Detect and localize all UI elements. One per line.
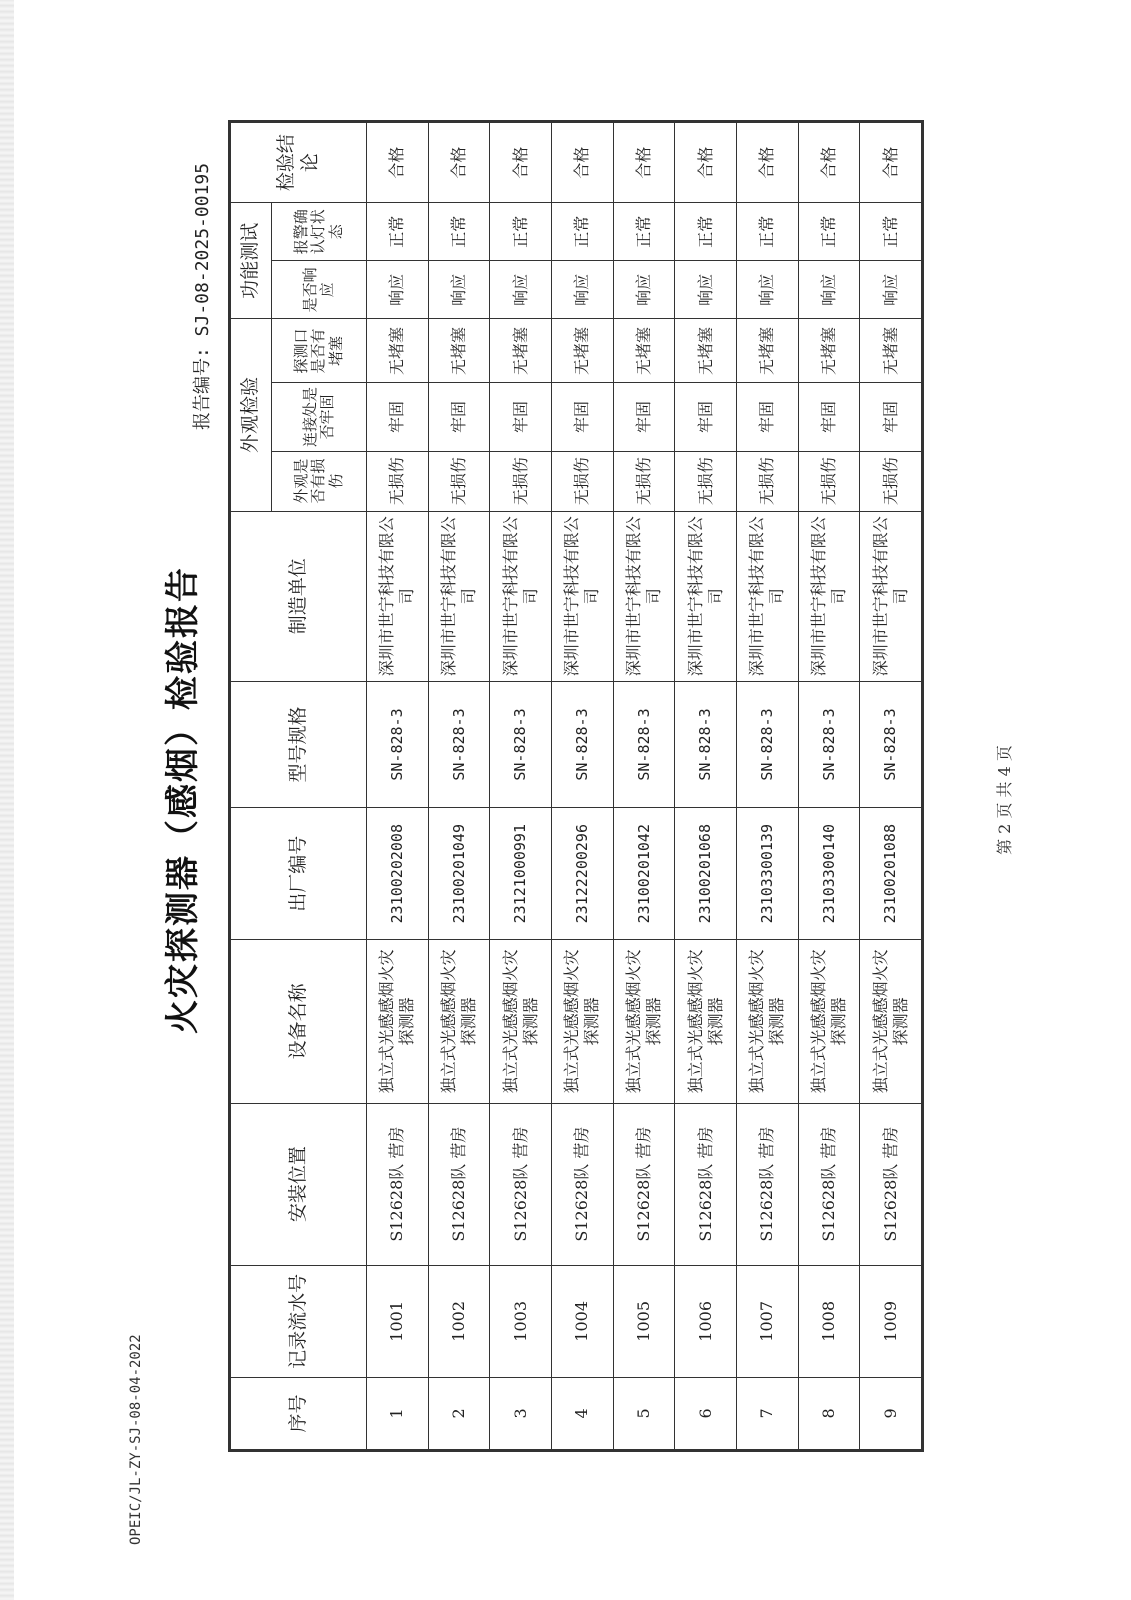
cell-model: SN-828-3 bbox=[367, 681, 429, 807]
cell-model: SN-828-3 bbox=[736, 681, 798, 807]
cell-response: 响应 bbox=[428, 261, 490, 319]
cell-alarm-light: 正常 bbox=[798, 203, 860, 261]
cell-device-name: 独立式光感感烟火灾探测器 bbox=[428, 940, 490, 1103]
header-row-1 bbox=[231, 123, 272, 1450]
table-body bbox=[367, 123, 922, 1450]
cell-appearance-damage: 无损伤 bbox=[736, 451, 798, 511]
cell-conclusion: 合格 bbox=[551, 123, 613, 203]
cell-connection-firm: 牢固 bbox=[736, 383, 798, 451]
cell-connection-firm: 牢固 bbox=[490, 383, 552, 451]
cell-probe-blocked: 无堵塞 bbox=[860, 319, 922, 383]
table-row bbox=[736, 123, 798, 1450]
cell-appearance-damage: 无损伤 bbox=[551, 451, 613, 511]
cell-conclusion: 合格 bbox=[675, 123, 737, 203]
header-conclusion: 检验结论 bbox=[231, 123, 367, 203]
cell-location: S12628队 营房 bbox=[367, 1103, 429, 1265]
page-footer: 第 2 页 共 4 页 bbox=[995, 745, 1014, 855]
cell-location: S12628队 营房 bbox=[860, 1103, 922, 1265]
cell-location: S12628队 营房 bbox=[675, 1103, 737, 1265]
header-factory-no: 出厂编号 bbox=[231, 808, 367, 940]
table-row bbox=[860, 123, 922, 1450]
header-alarm-light: 报警确认灯状态 bbox=[272, 203, 367, 261]
cell-response: 响应 bbox=[860, 261, 922, 319]
cell-seq: 8 bbox=[798, 1377, 860, 1449]
table-row bbox=[613, 123, 675, 1450]
cell-manufacturer: 深圳市世宁科技有限公司 bbox=[367, 511, 429, 681]
cell-connection-firm: 牢固 bbox=[613, 383, 675, 451]
cell-seq: 6 bbox=[675, 1377, 737, 1449]
cell-response: 响应 bbox=[736, 261, 798, 319]
cell-record-no: 1009 bbox=[860, 1265, 922, 1377]
cell-appearance-damage: 无损伤 bbox=[798, 451, 860, 511]
cell-seq: 1 bbox=[367, 1377, 429, 1449]
cell-device-name: 独立式光感感烟火灾探测器 bbox=[551, 940, 613, 1103]
cell-record-no: 1002 bbox=[428, 1265, 490, 1377]
table-row bbox=[367, 123, 429, 1450]
cell-factory-no: 23100201042 bbox=[613, 808, 675, 940]
cell-response: 响应 bbox=[675, 261, 737, 319]
cell-response: 响应 bbox=[551, 261, 613, 319]
cell-conclusion: 合格 bbox=[490, 123, 552, 203]
report-number: 报告编号: SJ-08-2025-00195 bbox=[192, 162, 213, 430]
cell-conclusion: 合格 bbox=[860, 123, 922, 203]
page-title: 火灾探测器（感烟）检验报告 bbox=[163, 566, 203, 1034]
cell-conclusion: 合格 bbox=[613, 123, 675, 203]
cell-record-no: 1006 bbox=[675, 1265, 737, 1377]
cell-appearance-damage: 无损伤 bbox=[613, 451, 675, 511]
cell-connection-firm: 牢固 bbox=[551, 383, 613, 451]
cell-model: SN-828-3 bbox=[613, 681, 675, 807]
cell-response: 响应 bbox=[613, 261, 675, 319]
cell-appearance-damage: 无损伤 bbox=[675, 451, 737, 511]
cell-alarm-light: 正常 bbox=[736, 203, 798, 261]
table-row bbox=[551, 123, 613, 1450]
cell-alarm-light: 正常 bbox=[551, 203, 613, 261]
cell-manufacturer: 深圳市世宁科技有限公司 bbox=[613, 511, 675, 681]
cell-factory-no: 23103300139 bbox=[736, 808, 798, 940]
cell-probe-blocked: 无堵塞 bbox=[490, 319, 552, 383]
cell-manufacturer: 深圳市世宁科技有限公司 bbox=[736, 511, 798, 681]
cell-factory-no: 23121000991 bbox=[490, 808, 552, 940]
cell-manufacturer: 深圳市世宁科技有限公司 bbox=[798, 511, 860, 681]
cell-device-name: 独立式光感感烟火灾探测器 bbox=[613, 940, 675, 1103]
form-code: OPEIC/JL-ZY-SJ-08-04-2022 bbox=[128, 1334, 144, 1545]
header-location: 安装位置 bbox=[231, 1103, 367, 1265]
cell-manufacturer: 深圳市世宁科技有限公司 bbox=[675, 511, 737, 681]
cell-connection-firm: 牢固 bbox=[367, 383, 429, 451]
cell-location: S12628队 营房 bbox=[736, 1103, 798, 1265]
header-response: 是否响应 bbox=[272, 261, 367, 319]
cell-record-no: 1001 bbox=[367, 1265, 429, 1377]
cell-seq: 4 bbox=[551, 1377, 613, 1449]
cell-record-no: 1005 bbox=[613, 1265, 675, 1377]
cell-alarm-light: 正常 bbox=[490, 203, 552, 261]
cell-response: 响应 bbox=[367, 261, 429, 319]
cell-seq: 5 bbox=[613, 1377, 675, 1449]
cell-appearance-damage: 无损伤 bbox=[860, 451, 922, 511]
cell-record-no: 1003 bbox=[490, 1265, 552, 1377]
cell-location: S12628队 营房 bbox=[798, 1103, 860, 1265]
cell-alarm-light: 正常 bbox=[428, 203, 490, 261]
cell-connection-firm: 牢固 bbox=[798, 383, 860, 451]
cell-device-name: 独立式光感感烟火灾探测器 bbox=[490, 940, 552, 1103]
cell-conclusion: 合格 bbox=[367, 123, 429, 203]
header-seq: 序号 bbox=[231, 1377, 367, 1449]
cell-manufacturer: 深圳市世宁科技有限公司 bbox=[551, 511, 613, 681]
cell-record-no: 1004 bbox=[551, 1265, 613, 1377]
cell-appearance-damage: 无损伤 bbox=[367, 451, 429, 511]
header-device-name: 设备名称 bbox=[231, 940, 367, 1103]
cell-location: S12628队 营房 bbox=[551, 1103, 613, 1265]
cell-conclusion: 合格 bbox=[798, 123, 860, 203]
cell-alarm-light: 正常 bbox=[860, 203, 922, 261]
cell-location: S12628队 营房 bbox=[490, 1103, 552, 1265]
cell-factory-no: 23122200296 bbox=[551, 808, 613, 940]
cell-location: S12628队 营房 bbox=[613, 1103, 675, 1265]
header-appearance-damage: 外观是否有损伤 bbox=[272, 451, 367, 511]
cell-seq: 2 bbox=[428, 1377, 490, 1449]
cell-alarm-light: 正常 bbox=[367, 203, 429, 261]
cell-factory-no: 23100202008 bbox=[367, 808, 429, 940]
cell-record-no: 1007 bbox=[736, 1265, 798, 1377]
cell-probe-blocked: 无堵塞 bbox=[551, 319, 613, 383]
cell-manufacturer: 深圳市世宁科技有限公司 bbox=[490, 511, 552, 681]
cell-connection-firm: 牢固 bbox=[860, 383, 922, 451]
cell-manufacturer: 深圳市世宁科技有限公司 bbox=[428, 511, 490, 681]
cell-appearance-damage: 无损伤 bbox=[490, 451, 552, 511]
header-appearance-group: 外观检验 bbox=[231, 319, 272, 511]
cell-model: SN-828-3 bbox=[490, 681, 552, 807]
cell-probe-blocked: 无堵塞 bbox=[675, 319, 737, 383]
cell-connection-firm: 牢固 bbox=[675, 383, 737, 451]
cell-model: SN-828-3 bbox=[798, 681, 860, 807]
cell-probe-blocked: 无堵塞 bbox=[736, 319, 798, 383]
cell-probe-blocked: 无堵塞 bbox=[613, 319, 675, 383]
header-function-group: 功能测试 bbox=[231, 203, 272, 319]
cell-model: SN-828-3 bbox=[551, 681, 613, 807]
header-connection-firm: 连接处是否牢固 bbox=[272, 383, 367, 451]
table-row bbox=[798, 123, 860, 1450]
cell-conclusion: 合格 bbox=[428, 123, 490, 203]
cell-device-name: 独立式光感感烟火灾探测器 bbox=[367, 940, 429, 1103]
cell-conclusion: 合格 bbox=[736, 123, 798, 203]
cell-factory-no: 23100201088 bbox=[860, 808, 922, 940]
cell-model: SN-828-3 bbox=[860, 681, 922, 807]
cell-model: SN-828-3 bbox=[675, 681, 737, 807]
cell-device-name: 独立式光感感烟火灾探测器 bbox=[798, 940, 860, 1103]
header-manufacturer: 制造单位 bbox=[231, 511, 367, 681]
table-row bbox=[675, 123, 737, 1450]
cell-seq: 7 bbox=[736, 1377, 798, 1449]
cell-location: S12628队 营房 bbox=[428, 1103, 490, 1265]
cell-probe-blocked: 无堵塞 bbox=[798, 319, 860, 383]
header-record-no: 记录流水号 bbox=[231, 1265, 367, 1377]
cell-connection-firm: 牢固 bbox=[428, 383, 490, 451]
cell-factory-no: 23103300140 bbox=[798, 808, 860, 940]
cell-device-name: 独立式光感感烟火灾探测器 bbox=[675, 940, 737, 1103]
cell-record-no: 1008 bbox=[798, 1265, 860, 1377]
cell-factory-no: 23100201068 bbox=[675, 808, 737, 940]
cell-alarm-light: 正常 bbox=[613, 203, 675, 261]
inspection-table bbox=[230, 122, 922, 1450]
table-row bbox=[490, 123, 552, 1450]
cell-model: SN-828-3 bbox=[428, 681, 490, 807]
cell-response: 响应 bbox=[798, 261, 860, 319]
cell-alarm-light: 正常 bbox=[675, 203, 737, 261]
cell-probe-blocked: 无堵塞 bbox=[367, 319, 429, 383]
cell-device-name: 独立式光感感烟火灾探测器 bbox=[860, 940, 922, 1103]
cell-probe-blocked: 无堵塞 bbox=[428, 319, 490, 383]
cell-factory-no: 23100201049 bbox=[428, 808, 490, 940]
cell-seq: 3 bbox=[490, 1377, 552, 1449]
cell-appearance-damage: 无损伤 bbox=[428, 451, 490, 511]
table-row bbox=[428, 123, 490, 1450]
header-model: 型号规格 bbox=[231, 681, 367, 807]
cell-device-name: 独立式光感感烟火灾探测器 bbox=[736, 940, 798, 1103]
header-probe-blocked: 探测口是否有堵塞 bbox=[272, 319, 367, 383]
cell-seq: 9 bbox=[860, 1377, 922, 1449]
cell-response: 响应 bbox=[490, 261, 552, 319]
cell-manufacturer: 深圳市世宁科技有限公司 bbox=[860, 511, 922, 681]
